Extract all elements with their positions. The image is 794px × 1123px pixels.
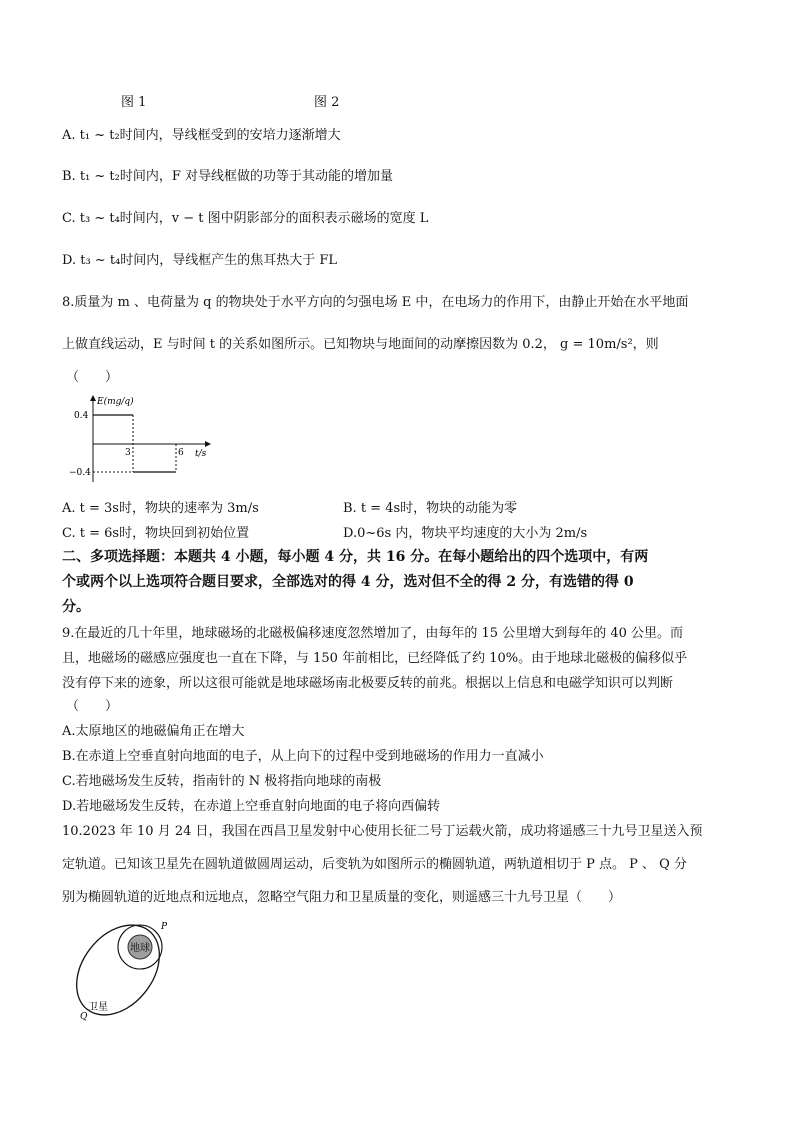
elliptical-orbit: [66, 918, 176, 1026]
y-axis-label: E(mg/q): [97, 397, 134, 407]
point-q-label: Q: [80, 1012, 88, 1022]
q10-stem-line-1: 10.2023 年 10 月 24 日，我国在西昌卫星发射中心使用长征二号丁运载火箭，成功将遥感三十九号卫星送入预: [62, 824, 703, 839]
q9-answer-bracket: （ ）: [66, 699, 119, 714]
x-axis-label: t/s: [195, 449, 207, 459]
satellite-label: 卫星: [88, 1002, 108, 1013]
figure-1-caption: 图 1: [121, 95, 147, 110]
tick-y-positive: 0.4: [74, 411, 89, 421]
q8-option-a: A. t = 3s时，物块的速率为 3m/s: [62, 501, 259, 516]
section-2-heading-line-3: 分。: [62, 599, 90, 615]
q8-option-d: D.0~6s 内，物块平均速度的大小为 2m/s: [343, 526, 588, 541]
point-p-label: P: [161, 922, 168, 932]
q10-stem-line-2: 定轨道。已知该卫星先在圆轨道做圆周运动，后变轨为如图所示的椭圆轨道，两轨道相切于 P 点。 P 、 Q 分: [62, 857, 687, 872]
figure-2-caption: 图 2: [314, 95, 340, 110]
q7-option-a: A. t₁ ~ t₂时间内，导线框受到的安培力逐渐增大: [62, 128, 341, 143]
q10-orbit-figure: [66, 918, 186, 1026]
q8-stem-line-2: 上做直线运动，E 与时间 t 的关系如图所示。已知物块与地面间的动摩擦因数为 0.2， g = 10m/s²，则: [62, 337, 659, 352]
q7-option-c: C. t₃ ~ t₄时间内，v − t 图中阴影部分的面积表示磁场的宽度 L: [62, 211, 429, 226]
q9-option-b: B.在赤道上空垂直射向地面的电子，从上向下的过程中受到地磁场的作用力一直减小: [62, 749, 544, 764]
q9-stem-line-2: 且，地磁场的磁感应强度也一直在下降，与 150 年前相比，已经降低了约 10%。由于地球北磁极的偏移似乎: [62, 651, 688, 666]
tick-y-negative: −0.4: [69, 468, 91, 478]
q8-answer-bracket: （ ）: [66, 370, 119, 385]
section-2-heading-line-1: 二、多项选择题：本题共 4 小题，每小题 4 分，共 16 分。在每小题给出的四个选项中，有两: [62, 549, 649, 565]
q9-option-c: C.若地磁场发生反转，指南针的 N 极将指向地球的南极: [62, 774, 382, 789]
q8-field-time-graph: [60, 392, 220, 492]
q9-stem-line-3: 没有停下来的迹象，所以这很可能就是地球磁场南北极要反转的前兆。根据以上信息和电磁学知识可以判断: [62, 676, 674, 691]
q8-option-b: B. t = 4s时，物块的动能为零: [343, 501, 518, 516]
tick-x-6: 6: [178, 448, 184, 458]
q10-stem-line-3: 别为椭圆轨道的近地点和远地点，忽略空气阻力和卫星质量的变化，则遥感三十九号卫星（ ）: [62, 890, 622, 905]
earth-label: 地球: [130, 943, 150, 954]
q8-option-c: C. t = 6s时，物块回到初始位置: [62, 526, 250, 541]
q7-option-d: D. t₃ ~ t₄时间内，导线框产生的焦耳热大于 FL: [62, 253, 338, 268]
q9-stem-line-1: 9.在最近的几十年里，地球磁场的北磁极偏移速度忽然增加了，由每年的 15 公里增大到每年的 40 公里。而: [62, 626, 684, 641]
section-2-heading-line-2: 个或两个以上选项符合题目要求，全部选对的得 4 分，选对但不全的得 2 分，有选错的得 0: [62, 574, 634, 590]
q9-option-d: D.若地磁场发生反转，在赤道上空垂直射向地面的电子将向西偏转: [62, 799, 441, 814]
q9-option-a: A.太原地区的地磁偏角正在增大: [62, 724, 245, 739]
tick-x-3: 3: [125, 448, 131, 458]
q7-option-b: B. t₁ ~ t₂时间内，F 对导线框做的功等于其动能的增加量: [62, 169, 393, 184]
q8-stem-line-1: 8.质量为 m 、电荷量为 q 的物块处于水平方向的匀强电场 E 中，在电场力的作用下，由静止开始在水平地面: [62, 295, 689, 310]
